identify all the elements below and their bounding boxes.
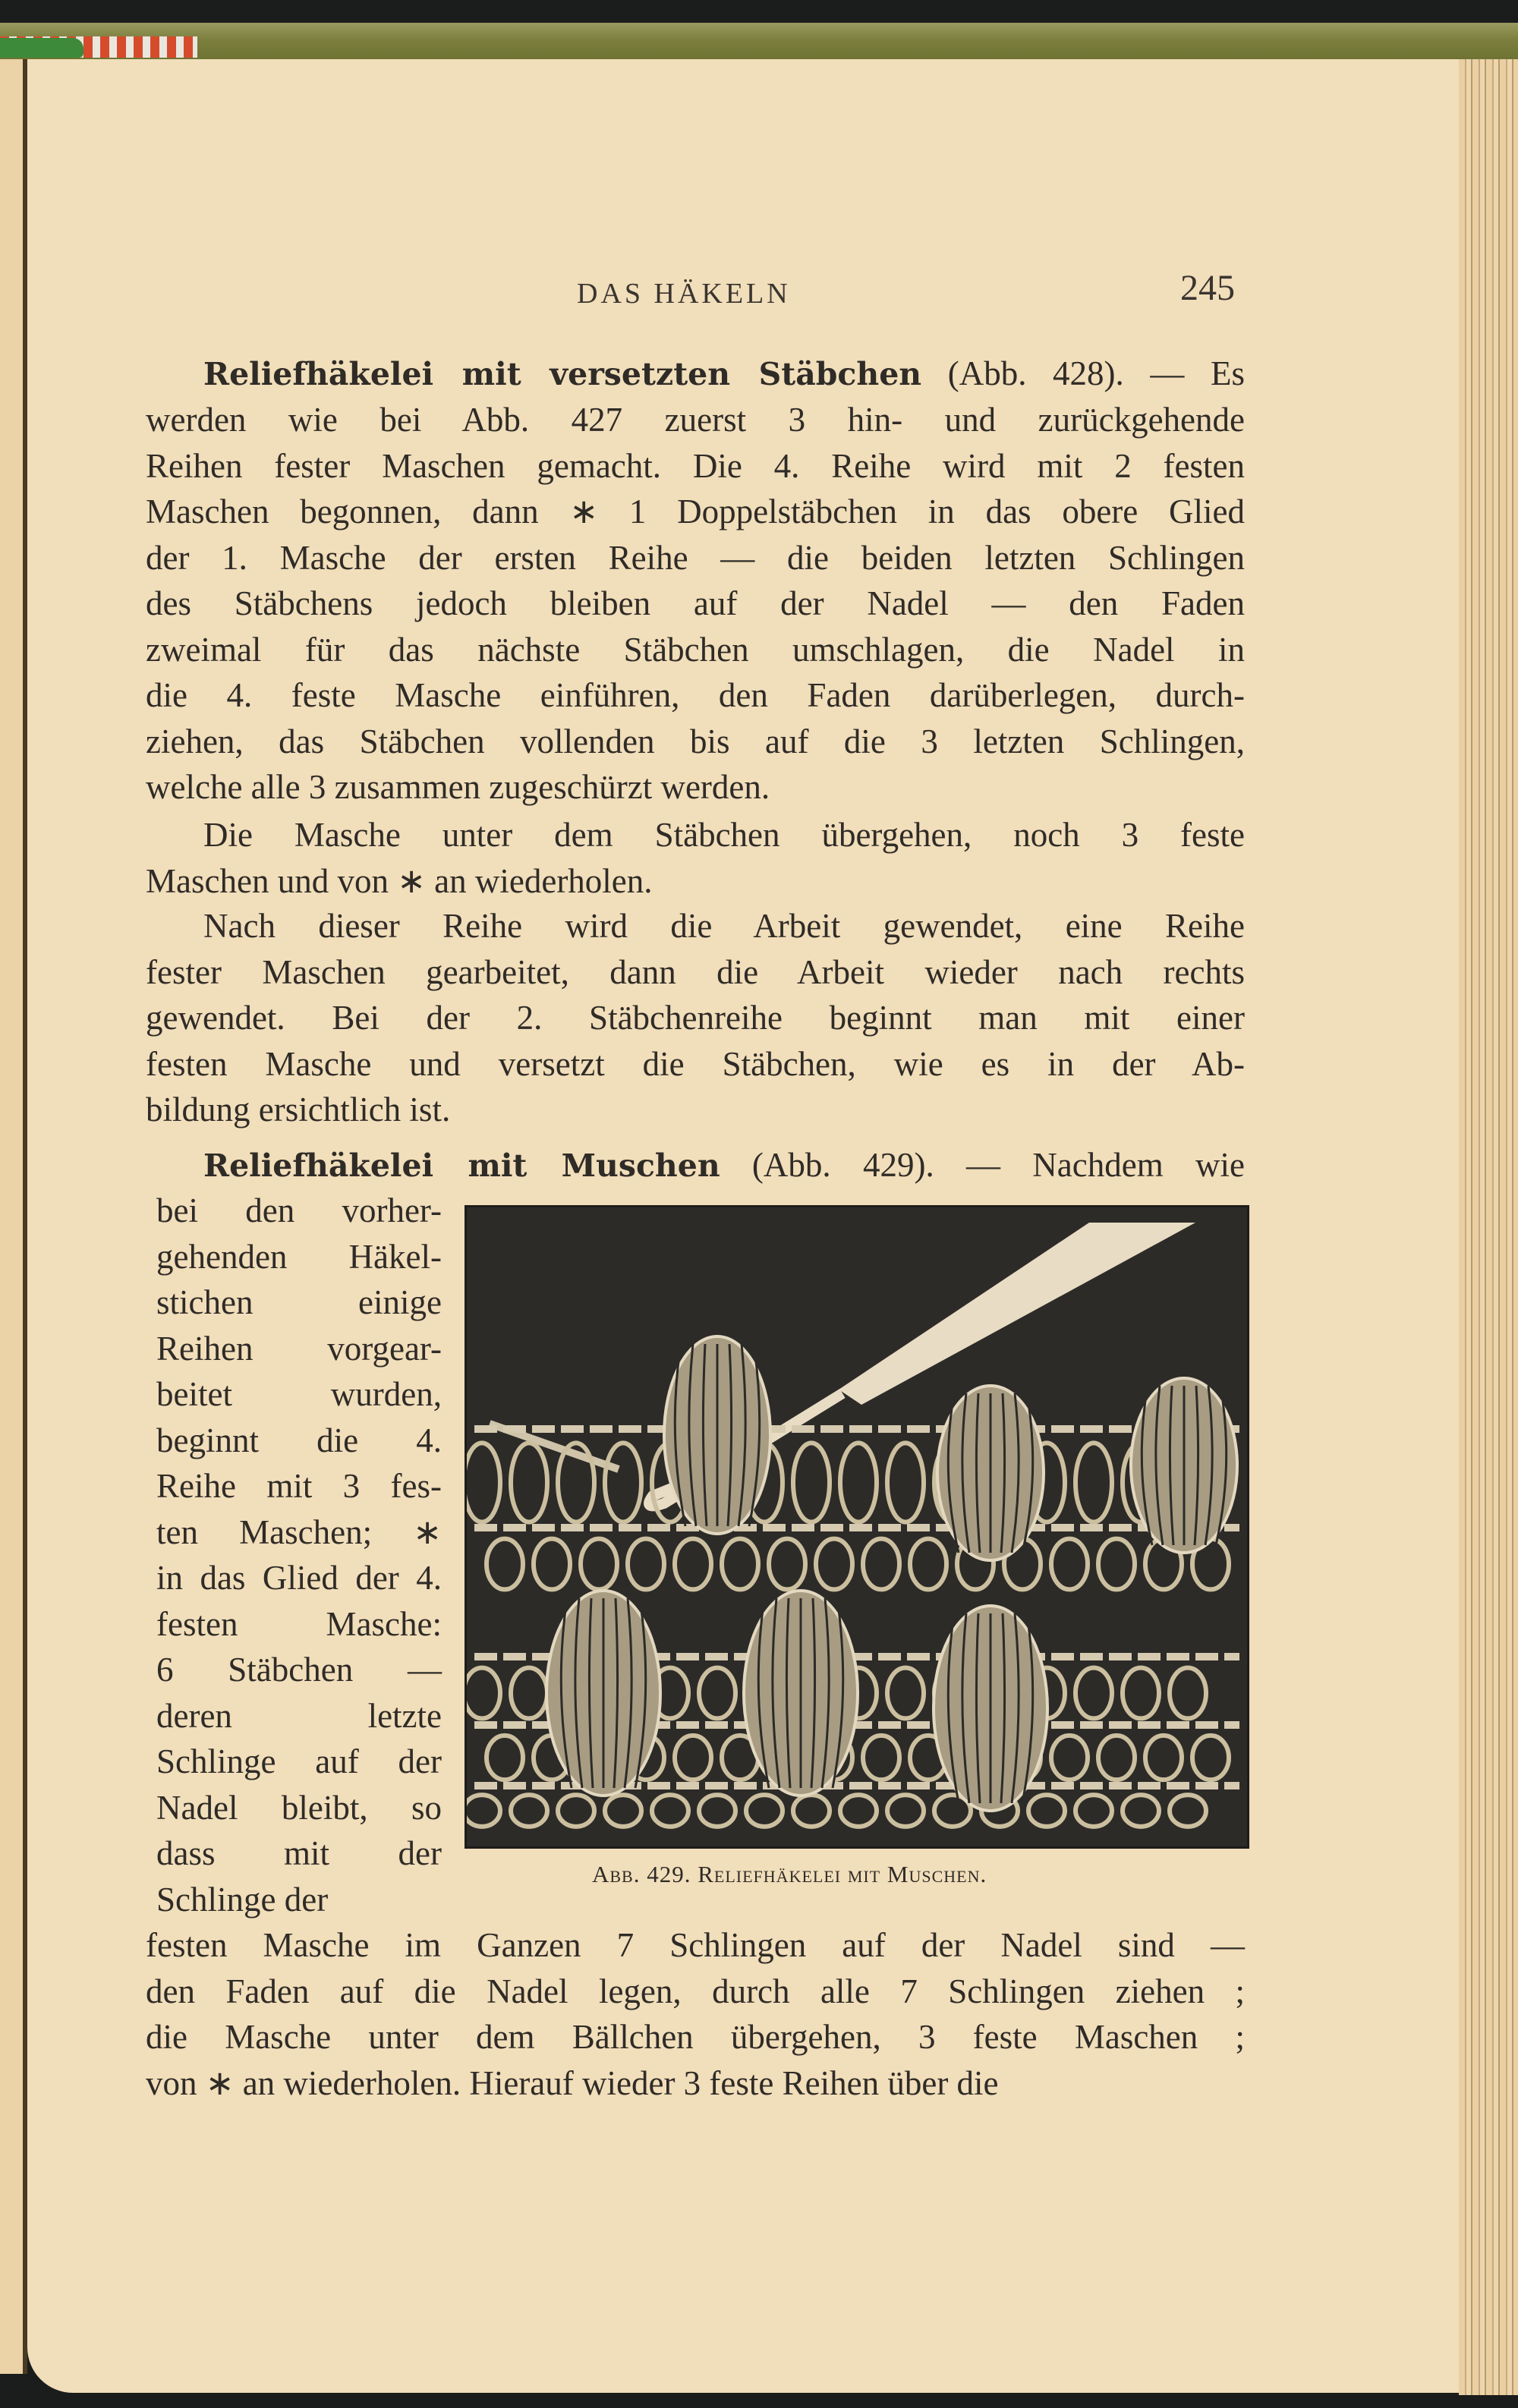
section-title: Reliefhäkelei mit Muschen [203, 1147, 720, 1184]
text-line: die Masche unter dem Bällchen übergehen, 3 feste Maschen ; [146, 2018, 1245, 2056]
text-line: Nach dieser Reihe wird die Arbeit gewendet, eine Reihe [203, 907, 1245, 945]
text-line: beginnt die 4. [156, 1421, 442, 1459]
text-line: Schlinge der [156, 1880, 329, 1919]
text-line: ten Maschen; ∗ [156, 1512, 442, 1551]
section-ref: (Abb. 428). — Es [921, 354, 1245, 392]
text-line: Maschen begonnen, dann ∗ 1 Doppelstäbchen in das obere Glied [146, 493, 1245, 530]
text-line: beitet wurden, [156, 1375, 442, 1413]
section-ref: (Abb. 429). — Nachdem wie [720, 1146, 1245, 1184]
text-line: festen Masche: [156, 1604, 442, 1643]
text-line: Die Masche unter dem Stäbchen übergehen, noch 3 feste [203, 816, 1245, 854]
text-line: ziehen, das Stäbchen vollenden bis auf die 3 letzten Schlingen, [146, 722, 1245, 760]
text-line: festen Masche und versetzt die Stäbchen, wie es in der Ab- [146, 1044, 1245, 1083]
text-line: festen Masche im Ganzen 7 Schlingen auf der Nadel sind — [146, 1926, 1245, 1964]
text-line: welche alle 3 zusammen zugeschürzt werden. [146, 768, 770, 806]
page-number: 245 [1180, 268, 1235, 308]
previous-page-edge [0, 59, 27, 2374]
text-line: Nadel bleibt, so [156, 1788, 442, 1827]
text-line: werden wie bei Abb. 427 zuerst 3 hin- und zurückgehende [146, 401, 1245, 439]
text-line: Schlinge auf der [156, 1742, 442, 1780]
section-heading-line [203, 351, 1245, 397]
page-stack-edges [1459, 59, 1518, 2395]
text-line: die 4. feste Masche einführen, den Faden darüberlegen, durch- [146, 676, 1245, 714]
section-title: Reliefhäkelei mit versetzten Stäbchen [203, 356, 922, 392]
book-binding [0, 23, 1518, 61]
text-line: gehenden Häkel- [156, 1237, 442, 1276]
text-line: Reihe mit 3 fes- [156, 1467, 442, 1505]
text-line: dass mit der [156, 1834, 442, 1872]
text-line: des Stäbchens jedoch bleiben auf der Nadel — den Faden [146, 584, 1245, 622]
text-line: bei den vorher- [156, 1191, 442, 1229]
text-line: in das Glied der 4. [156, 1559, 442, 1597]
text-line: Reihen fester Maschen gemacht. Die 4. Reihe wird mit 2 festen [146, 446, 1245, 485]
text-line: deren letzte [156, 1696, 442, 1735]
text-line: zweimal für das nächste Stäbchen umschlagen, die Nadel in [146, 630, 1245, 669]
text-line: den Faden auf die Nadel legen, durch alle 7 Schlingen ziehen ; [146, 1972, 1245, 2010]
text-line: der 1. Masche der ersten Reihe — die beiden letzten Schlingen [146, 538, 1245, 577]
figure-crochet-illustration [465, 1205, 1249, 1849]
text-line: Maschen und von ∗ an wiederholen. [146, 861, 653, 900]
running-head: DAS HÄKELN [577, 278, 791, 310]
text-line: von ∗ an wiederholen. Hierauf wieder 3 feste Reihen über die [146, 2063, 999, 2102]
text-line: fester Maschen gearbeitet, dann die Arbeit wieder nach rechts [146, 952, 1245, 991]
text-line: gewendet. Bei der 2. Stäbchenreihe beginnt man mit einer [146, 999, 1245, 1037]
figure-caption: Abb. 429. Reliefhäkelei mit Muschen. [592, 1861, 987, 1887]
bookmark-ribbon [0, 38, 83, 58]
text-line: Reihen vorgear- [156, 1329, 442, 1368]
text-line: bildung ersichtlich ist. [146, 1091, 451, 1128]
text-line: stichen einige [156, 1283, 442, 1321]
section-heading-line [203, 1142, 1245, 1188]
crochet-engraving [467, 1207, 1247, 1846]
text-line: 6 Stäbchen — [156, 1651, 442, 1689]
